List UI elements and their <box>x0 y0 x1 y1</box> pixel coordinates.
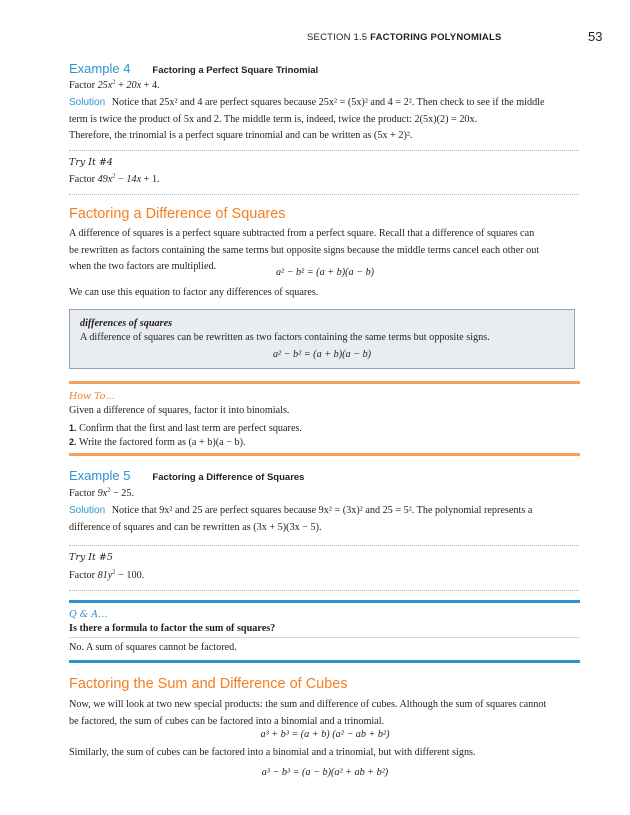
try-it-4-label: Try It #4 <box>69 157 113 168</box>
formula-difference-of-squares: a² − b² = (a + b)(a − b) <box>275 267 375 278</box>
section-heading-difference-of-squares: Factoring a Difference of Squares <box>69 206 286 222</box>
example-4-conclusion: Therefore, the trinomial is a perfect square trinomial and can be written as (5x + 2)². <box>69 130 413 141</box>
divider <box>69 545 579 546</box>
example-5-problem: Factor $9x^2 - 25$. <box>69 486 135 499</box>
how-to-step-1: 1. Confirm that the first and last term are perfect squares. <box>69 423 302 434</box>
how-to-bottom-rule <box>69 453 580 456</box>
section-title: FACTORING POLYNOMIALS <box>370 32 502 43</box>
example-5-solution: Solution Notice that 9x² and 25 are perfect squares because 9x² = (3x)² and 25 = 5². The polynomial represents a difference of squares and can be rewritten as (3x + 5)(3x − 5). <box>69 505 533 533</box>
example-5-title: Factoring a Difference of Squares <box>152 472 305 483</box>
example-4-title: Factoring a Perfect Square Trinomial <box>152 65 319 76</box>
try-it-5-problem: Factor $81y^2 - 100$. <box>69 568 145 581</box>
qa-label: Q & A… <box>69 609 108 620</box>
example-5-label: Example 5 <box>69 468 131 483</box>
qa-top-rule <box>69 600 580 603</box>
formula-difference-of-cubes: a³ − b³ = (a − b)(a² + ab + b²) <box>261 767 389 778</box>
how-to-task: Given a difference of squares, factor it into binomials. <box>69 405 290 416</box>
try-it-4-problem: Factor $49x^2 - 14x + 1$. <box>69 172 160 185</box>
section-heading-cubes: Factoring the Sum and Difference of Cubes <box>69 676 348 692</box>
definition-term: differences of squares <box>80 318 173 329</box>
how-to-label: How To… <box>69 391 115 402</box>
solution-label: Solution <box>69 505 106 516</box>
how-to-top-rule <box>69 381 580 384</box>
definition-box <box>69 309 575 369</box>
example-5-heading <box>69 467 304 485</box>
divider <box>69 194 579 195</box>
definition-text: A difference of squares can be rewritten as two factors containing the same terms but opposite signs. <box>80 332 490 343</box>
running-header <box>307 32 502 43</box>
try-it-5-label: Try It #5 <box>69 552 113 563</box>
example-4-solution: Solution Notice that 25x² and 4 are perfect squares because 25x² = (5x)² and 4 = 2². Then check to see if the middle term is twice the product of 5x and 2. The middle term is, indeed, twice the product: 2(5x)(2) = 20x. <box>69 97 545 125</box>
difference-of-squares-usage: We can use this equation to factor any differences of squares. <box>69 287 319 298</box>
cubes-note: Similarly, the sum of cubes can be factored into a binomial and a trinomial, but with different signs. <box>69 747 476 758</box>
qa-bottom-rule <box>69 660 580 663</box>
formula-sum-of-cubes: a³ + b³ = (a + b) (a² − ab + b²) <box>260 729 390 740</box>
cubes-intro: Now, we will look at two new special products: the sum and difference of cubes. Although the sum of squares cannot be factored, the sum of cubes can be factored into a binomial and a trinomial. <box>69 699 547 727</box>
qa-question: Is there a formula to factor the sum of squares? <box>69 623 276 634</box>
solution-label: Solution <box>69 97 106 108</box>
divider <box>69 150 579 151</box>
difference-of-squares-intro: A difference of squares is a perfect square subtracted from a perfect square. Recall that a difference of squares can be rewritten as factors containing the same terms but opposite signs because the middle terms cancel each other out when the two factors are multiplied. <box>69 228 540 272</box>
qa-divider <box>69 637 580 638</box>
definition-formula: a² − b² = (a + b)(a − b) <box>272 349 372 360</box>
how-to-step-2: 2. Write the factored form as (a + b)(a − b). <box>69 437 246 448</box>
divider <box>69 590 579 591</box>
section-number: SECTION 1.5 <box>307 32 368 43</box>
example-4-problem: Factor $25x^2 + 20x + 4$. <box>69 78 160 91</box>
example-4-label: Example 4 <box>69 61 131 76</box>
example-4-heading <box>69 60 318 78</box>
page-number: 53 <box>588 29 603 44</box>
qa-answer: No. A sum of squares cannot be factored. <box>69 642 237 653</box>
